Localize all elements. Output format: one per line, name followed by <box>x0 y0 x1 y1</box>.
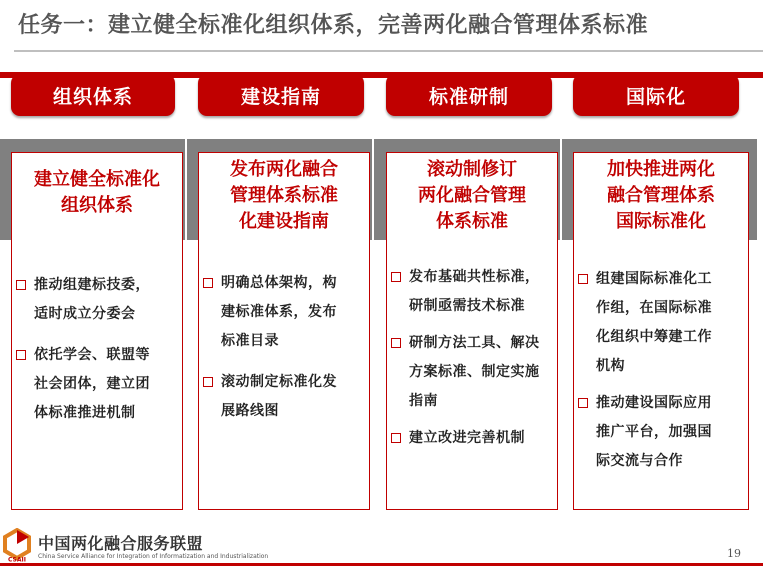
item-line: 研制亟需技术标准 <box>409 298 525 314</box>
list-item <box>387 263 557 321</box>
item-line: 推动建设国际应用 <box>596 395 712 411</box>
column-heading <box>574 157 748 235</box>
heading-line: 加快推进两化 <box>607 159 715 180</box>
heading-line: 化建设指南 <box>239 211 329 232</box>
item-line: 指南 <box>409 393 438 409</box>
org-name-english: China Service Alliance for Integration of Informatization and Industrialization <box>38 553 269 560</box>
heading-line: 管理体系标准 <box>230 185 338 206</box>
heading-line: 融合管理体系 <box>607 185 715 206</box>
item-list <box>574 265 748 476</box>
column-internationalization <box>573 152 749 510</box>
square-bullet-icon <box>578 274 588 284</box>
square-bullet-icon <box>391 338 401 348</box>
column-construction-guide <box>198 152 370 510</box>
item-line: 推广平台，加强国 <box>596 424 712 440</box>
list-item <box>387 329 557 416</box>
item-line: 组建国际标准化工 <box>596 271 712 287</box>
logo-text: CSAII <box>8 556 26 562</box>
square-bullet-icon <box>391 433 401 443</box>
item-line: 研制方法工具、解决 <box>409 335 540 351</box>
square-bullet-icon <box>578 398 588 408</box>
item-line: 方案标准、制定实施 <box>409 364 540 380</box>
item-line: 发布基础共性标准， <box>409 269 540 285</box>
heading-line: 发布两化融合 <box>230 159 338 180</box>
heading-line: 组织体系 <box>61 195 133 216</box>
heading-line: 国际标准化 <box>616 211 706 232</box>
page-title: 任务一：建立健全标准化组织体系，完善两化融合管理体系标准 <box>18 13 649 38</box>
item-line: 滚动制定标准化发 <box>221 374 337 390</box>
column-standard-development <box>386 152 558 510</box>
column-heading <box>199 157 369 235</box>
item-line: 明确总体架构，构 <box>221 275 337 291</box>
list-item <box>199 368 369 426</box>
title-divider <box>14 50 763 52</box>
footer-red-rule <box>0 563 763 566</box>
item-line: 化组织中筹建工作 <box>596 329 712 345</box>
item-line: 体标准推进机制 <box>34 405 136 421</box>
list-item <box>12 271 182 329</box>
square-bullet-icon <box>391 272 401 282</box>
item-line: 际交流与合作 <box>596 453 683 469</box>
item-line: 作组，在国际标准 <box>596 300 712 316</box>
tab-construction-guide: 建设指南 <box>198 74 364 116</box>
page-number: 19 <box>727 547 741 560</box>
tab-internationalization: 国际化 <box>573 74 739 116</box>
heading-line: 体系标准 <box>436 211 508 232</box>
item-list <box>12 271 182 428</box>
item-line: 建标准体系，发布 <box>221 304 337 320</box>
item-line: 推动组建标技委， <box>34 277 150 293</box>
list-item <box>12 341 182 428</box>
heading-line: 建立健全标准化 <box>34 169 160 190</box>
item-line: 建立改进完善机制 <box>409 430 525 446</box>
list-item <box>387 424 557 453</box>
tab-organization-system: 组织体系 <box>11 74 175 116</box>
list-item <box>199 269 369 356</box>
item-line: 展路线图 <box>221 403 279 419</box>
org-name: 中国两化融合服务联盟 <box>38 534 204 553</box>
item-line: 标准目录 <box>221 333 279 349</box>
item-list <box>387 263 557 453</box>
alliance-logo-icon <box>2 528 32 562</box>
item-list <box>199 269 369 426</box>
square-bullet-icon <box>203 377 213 387</box>
tab-standard-development: 标准研制 <box>386 74 552 116</box>
list-item <box>574 265 748 381</box>
list-item <box>574 389 748 476</box>
square-bullet-icon <box>16 280 26 290</box>
column-heading <box>12 167 182 219</box>
item-line: 机构 <box>596 358 625 374</box>
column-organization-system <box>11 152 183 510</box>
heading-line: 滚动制修订 <box>427 159 517 180</box>
square-bullet-icon <box>16 350 26 360</box>
item-line: 适时成立分委会 <box>34 306 136 322</box>
square-bullet-icon <box>203 278 213 288</box>
column-heading <box>387 157 557 235</box>
heading-line: 两化融合管理 <box>418 185 526 206</box>
item-line: 依托学会、联盟等 <box>34 347 150 363</box>
item-line: 社会团体，建立团 <box>34 376 150 392</box>
